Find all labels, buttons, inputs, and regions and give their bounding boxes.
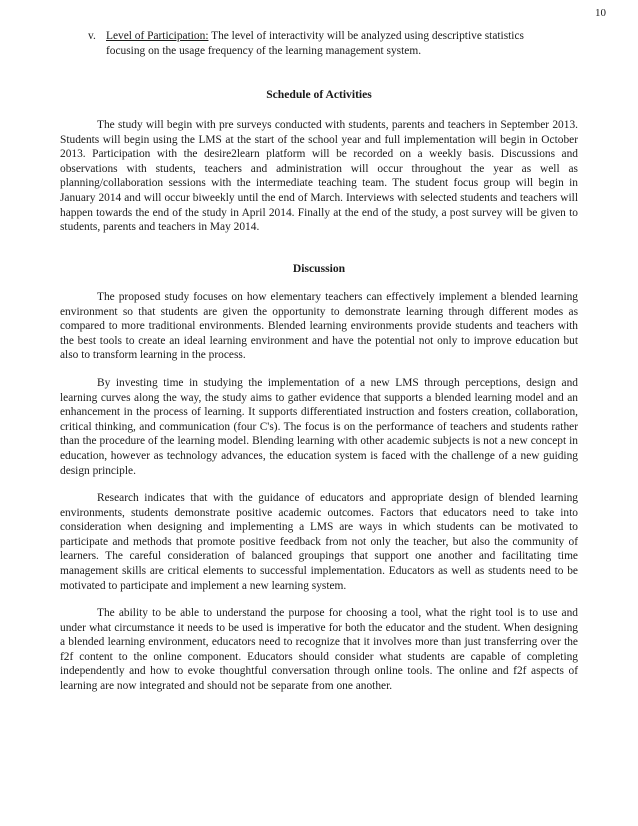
discussion-paragraph-1: The proposed study focuses on how elementary teachers can effectively implement a blended learning environment so that students are given the opportunity to demonstrate learning through different modes as compared to more traditional environments. Blended learning environments provide students and teachers with the best tools to create an ideal learning environment and have the potential not only to improve education but also to transform learning in the process.	[60, 291, 578, 362]
page-number: 10	[595, 7, 606, 19]
discussion-paragraph-4: The ability to be able to understand the purpose for choosing a tool, what the right tool is to use and under what circumstance it needs to be used is imperative for both the educator and the student. When designing a blended learning environment, educators need to recognize that it involves more than just transferring over the f2f content to the online component. Educators should consider what students are capable of completing independently and how to evoke thoughtful conversation through online tools. The online and f2f aspects of learning are now integrated and should not be separate from one another.	[60, 607, 578, 692]
discussion-heading: Discussion	[292, 262, 346, 275]
list-item-text-1: The level of interactivity will be analyzed using descriptive statistics	[208, 30, 524, 42]
schedule-heading: Schedule of Activities	[266, 88, 372, 101]
list-item-text-2: focusing on the usage frequency of the learning management system.	[106, 44, 422, 57]
list-item-level-of-participation	[88, 29, 570, 58]
list-item-line-1	[88, 29, 570, 44]
list-item-label: Level of Participation:	[106, 30, 209, 42]
schedule-paragraph: The study will begin with pre surveys conducted with students, parents and teachers in September 2013. Students will begin using the LMS at the start of the school year and full implementation will begin in October 2013. Participation with the desire2learn platform will be recorded on a weekly basis. Discussions and observations with students, teachers and administration will occur throughout the year as well as planning/collaboration sessions with the intermediate teaching team. The student focus group will begin in January 2014 and will occur biweekly until the end of March. Interviews with selected students and teachers will happen towards the end of the study in April 2014. Finally at the end of the study, a post survey will be given to students, parents and teachers in May 2014.	[60, 119, 578, 234]
discussion-paragraph-2: By investing time in studying the implementation of a new LMS through perceptions, design and learning curves along the way, the study aims to gather evidence that supports a blended learning model and an enhancement in the process of learning. It supports differentiated instruction and fosters creation, collaboration, critical thinking, and communication (four C's). The focus is on the performance of teachers and students rather than the procedure of the learning model. Blending learning with other academic subjects is not a new concept in education, however as technology advances, the education system is faced with the challenge of a new guiding design principle.	[60, 377, 578, 477]
discussion-paragraph-3: Research indicates that with the guidance of educators and appropriate design of blended learning environments, students demonstrate positive academic outcomes. Factors that educators need to take into consideration when designing and implementing a LMS are ways in which students can be motivated to participate and methods that promote positive feedback from not only the teacher, but also the community of learners. The careful consideration of balanced groupings that support one another and facilitating time management skills are critical elements to successful implementation. Educators as well as students need to be motivated to participate and implement a new learning system.	[60, 492, 578, 592]
list-marker: v.	[88, 30, 96, 42]
